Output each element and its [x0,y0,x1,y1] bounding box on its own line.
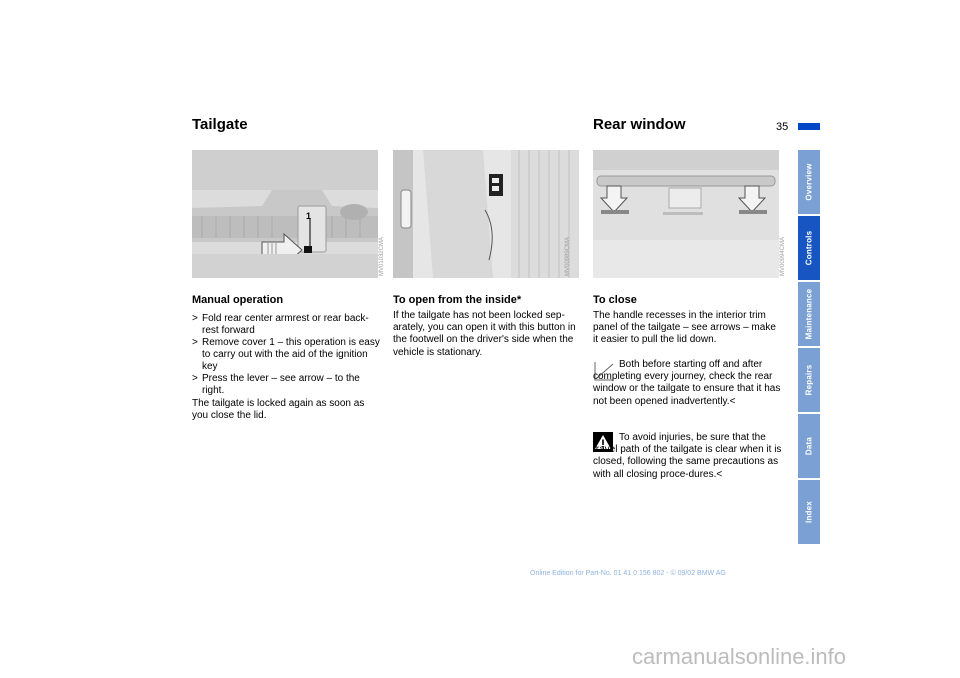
tab-overview[interactable]: Overview [798,150,820,214]
photo-tailgate-cover [192,150,385,278]
warning-paragraph: To avoid injuries, be sure that the travel path of the tailgate is clear when it is closed, following the same precautions as with all closing proce-dures.< [593,432,782,480]
tab-maintenance[interactable]: Maintenance [798,282,820,346]
photo-code: MV00989CMA [565,236,571,276]
photo-code: MV00994CMA [780,236,786,276]
photo-callout-1: 1 [306,211,312,221]
heading-to-close: To close [593,294,637,306]
watermark: carmanualsonline.info [632,644,847,669]
tab-index[interactable]: Index [798,480,820,544]
page-number-bar [798,123,820,130]
photo-code: MV01032CMA [379,236,385,276]
heading-open-inside: To open from the inside* [393,294,522,306]
tab-controls[interactable]: Controls [798,216,820,280]
handle-recesses-illustration [593,150,779,278]
heading-manual-operation: Manual operation [192,294,284,306]
photo-handle-recesses [593,150,786,278]
open-inside-paragraph: If the tailgate has not been locked sep-arately, you can open it with this button in the footwell on the driver's side when the vehicle is stationary. [393,310,576,358]
manual-operation-list: > Fold rear center armrest or rear back-rest forward > Remove cover 1 – this operation is easy to carry out with the aid of the ignition key > Press the lever – see arrow – to the right. [192,313,380,397]
close-paragraph: The handle recesses in the interior trim panel of the tailgate – see arrows – make it easier to pull the lid down. [593,310,776,346]
photo-footwell-button [393,150,579,278]
note-paragraph: Both before starting off and after completing every journey, check the rear window or the tailgate to ensure that it has not been opened inadvertently.< [593,359,781,407]
tab-repairs[interactable]: Repairs [798,348,820,412]
footer-edition: Online Edition for Part-No. 01 41 0 156 802 - © 09/02 BMW AG [530,570,726,577]
section-title-rear-window: Rear window [593,116,686,133]
tailgate-cover-illustration [192,150,378,278]
footwell-illustration [393,150,579,278]
lock-paragraph: The tailgate is locked again as soon as you close the lid. [192,398,365,422]
page-number: 35 [776,121,789,133]
section-title-tailgate: Tailgate [192,116,248,133]
tab-data[interactable]: Data [798,414,820,478]
